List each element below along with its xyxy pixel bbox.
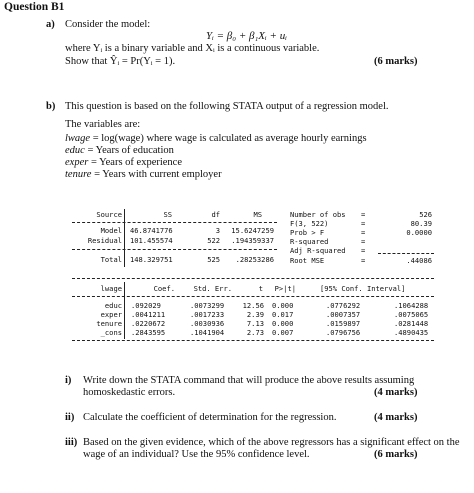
stat-label-probf: Prob > F (290, 228, 325, 237)
anova-header-source: Source (96, 210, 122, 219)
coef-header-coef: Coef. (153, 284, 175, 293)
anova-ss-model: 46.8741776 (130, 226, 173, 235)
coef-value-educ: .092029 (131, 301, 161, 310)
coef-se-cons: .1041904 (190, 328, 225, 337)
var-educ (65, 145, 174, 156)
part-b-intro: This question is based on the following STATA output of a regression model. (65, 101, 389, 112)
stat-value-rmse: .44086 (406, 256, 432, 265)
anova-divider (124, 209, 125, 267)
stat-eq: = (361, 237, 366, 246)
var-lwage-name: lwage (65, 133, 91, 144)
coef-se-tenure: .0030936 (190, 319, 225, 328)
coef-rule-bottom (72, 340, 434, 341)
coef-p-exper: 0.017 (272, 310, 294, 319)
stat-label-nobs: Number of obs (290, 210, 346, 219)
coef-t-exper: 2.39 (246, 310, 264, 319)
var-exper-def: = Years of experience (88, 157, 183, 168)
coef-hi-exper: .0075065 (394, 310, 429, 319)
coef-t-tenure: 7.13 (246, 319, 264, 328)
anova-header-ss: SS (163, 210, 172, 219)
coef-hi-cons: .4890435 (394, 328, 429, 337)
anova-df-total: 525 (207, 255, 220, 264)
stat-label-r2: R-squared (290, 237, 329, 246)
part-a-marks: (6 marks) (374, 56, 418, 67)
stat-value-probf: 0.0000 (406, 228, 432, 237)
coef-p-cons: 0.007 (272, 328, 294, 337)
anova-ms-model: 15.6247259 (231, 226, 274, 235)
stat-eq: = (361, 219, 366, 228)
coef-rule-top (72, 278, 434, 279)
anova-source-residual: Residual (87, 236, 122, 245)
coef-header-ci: [95% Conf. Interval] (320, 284, 406, 293)
var-lwage (65, 133, 367, 144)
subq-iii-text2: wage of an individual? Use the 95% confidence level. (83, 449, 310, 460)
var-tenure-def: = Years with current employer (91, 169, 222, 180)
coef-se-exper: .0017233 (190, 310, 225, 319)
stat-label-f: F(3, 522) (290, 219, 329, 228)
stat-eq: = (361, 228, 366, 237)
part-a-intro: Consider the model: (65, 19, 151, 30)
coef-t-cons: 2.73 (246, 328, 264, 337)
var-exper (65, 157, 182, 168)
coef-var-educ: educ (104, 301, 122, 310)
subq-iii-label: iii) (65, 437, 78, 448)
part-a-label: a) (46, 19, 55, 30)
coef-divider (124, 282, 125, 339)
part-b-label: b) (46, 101, 56, 112)
coef-var-exper: exper (100, 310, 122, 319)
stat-rule (378, 253, 434, 254)
coef-value-cons: .2843595 (131, 328, 166, 337)
anova-header-ms: MS (253, 210, 262, 219)
stat-eq: = (361, 246, 366, 255)
coef-se-educ: .0073299 (190, 301, 225, 310)
coef-value-tenure: .0220672 (131, 319, 166, 328)
anova-df-model: 3 (215, 226, 220, 235)
var-lwage-def: = log(wage) where wage is calculated as average hourly earnings (90, 133, 367, 144)
stat-eq: = (361, 210, 366, 219)
part-a-show: Show that Ŷᵢ = Pr(Yᵢ = 1). (65, 56, 176, 67)
anova-header-df: df (211, 210, 220, 219)
question-title: Question B1 (4, 1, 65, 13)
subq-ii-text1: Calculate the coefficient of determination for the regression. (83, 412, 337, 423)
subq-iii-text1: Based on the given evidence, which of the above regressors has a significant effect on the (83, 437, 460, 448)
model-equation: Yᵢ = β₀ + β₁Xᵢ + uᵢ (206, 30, 287, 42)
anova-df-residual: 522 (207, 236, 220, 245)
coef-header-p: P>|t| (274, 284, 296, 293)
anova-ms-residual: .194359337 (231, 236, 274, 245)
subq-ii-label: ii) (65, 412, 75, 423)
anova-rule (72, 222, 277, 223)
stat-eq: = (361, 256, 366, 265)
coef-rule-mid (72, 296, 434, 297)
variables-intro: The variables are: (65, 119, 141, 130)
part-a-where: where Yᵢ is a binary variable and Xᵢ is a continuous variable. (65, 43, 320, 54)
subq-i-label: i) (65, 375, 72, 386)
anova-ss-total: 148.329751 (130, 255, 173, 264)
coef-hi-educ: .1064288 (394, 301, 429, 310)
subq-ii-marks: (4 marks) (374, 412, 418, 423)
var-educ-name: educ (65, 145, 85, 156)
subq-i-text2: homoskedastic errors. (83, 387, 176, 398)
coef-lo-exper: .0007357 (326, 310, 361, 319)
stat-label-adjr2: Adj R-squared (290, 246, 346, 255)
anova-ms-total: .28253286 (235, 255, 274, 264)
coef-header-se: Std. Err. (193, 284, 232, 293)
coef-var-cons: _cons (100, 328, 122, 337)
coef-lo-cons: .0796756 (326, 328, 361, 337)
coef-lo-tenure: .0159897 (326, 319, 361, 328)
anova-ss-residual: 101.455574 (130, 236, 173, 245)
var-exper-name: exper (65, 157, 89, 168)
var-educ-def: = Years of education (84, 145, 174, 156)
anova-source-model: Model (100, 226, 122, 235)
coef-p-educ: 0.000 (272, 301, 294, 310)
coef-var-tenure: tenure (96, 319, 122, 328)
anova-source-total: Total (100, 255, 122, 264)
stat-label-rmse: Root MSE (290, 256, 325, 265)
var-tenure-name: tenure (65, 169, 92, 180)
coef-value-exper: .0041211 (131, 310, 166, 319)
stat-value-f: 80.39 (410, 219, 432, 228)
var-tenure (65, 169, 222, 180)
coef-hi-tenure: .0281448 (394, 319, 429, 328)
subq-i-text1: Write down the STATA command that will produce the above results assuming (83, 375, 415, 386)
coef-lo-educ: .0776292 (326, 301, 361, 310)
coef-t-educ: 12.56 (242, 301, 264, 310)
coef-header-t: t (258, 284, 263, 293)
subq-iii-marks: (6 marks) (374, 449, 418, 460)
coef-p-tenure: 0.000 (272, 319, 294, 328)
coef-header-depvar: lwage (100, 284, 122, 293)
stat-value-nobs: 526 (419, 210, 432, 219)
anova-rule-total (72, 249, 277, 250)
subq-i-marks: (4 marks) (374, 387, 418, 398)
